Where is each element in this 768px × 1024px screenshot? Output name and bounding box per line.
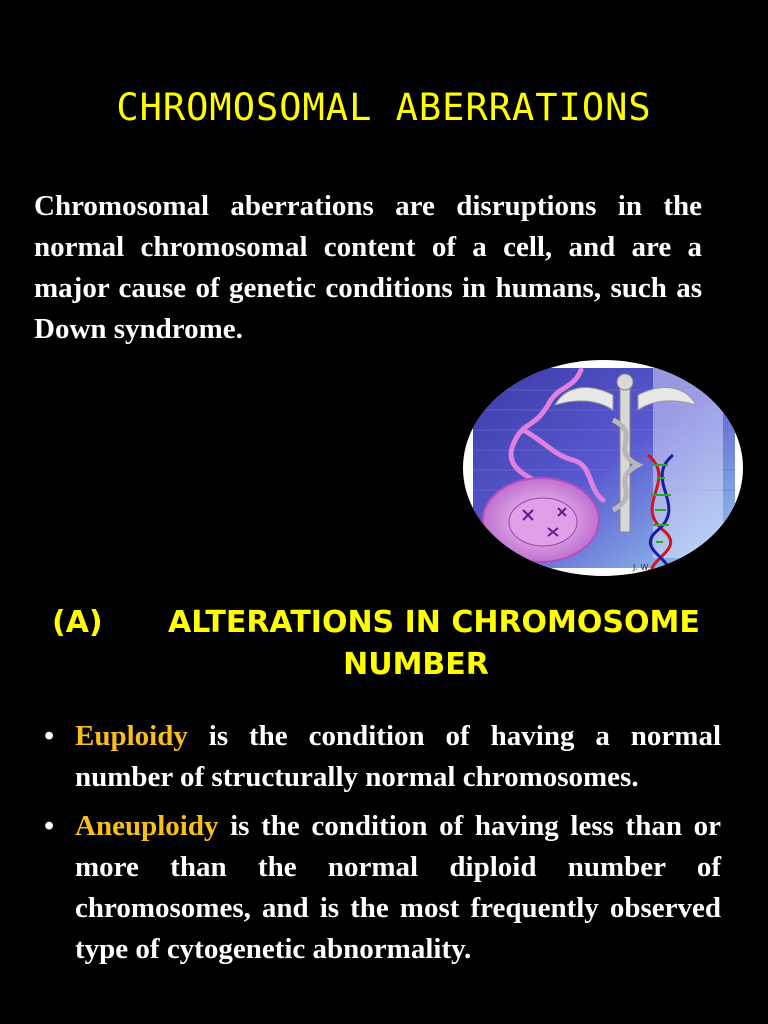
chromosome-illustration xyxy=(463,360,743,576)
intro-paragraph: Chromosomal aberrations are disruptions in the normal chromosomal content of a cell, and are a major cause of genetic conditions in humans, such as Down syndrome. xyxy=(34,190,702,345)
medical-genetics-image xyxy=(463,360,743,576)
definition-list xyxy=(44,716,721,978)
section-label: (A) xyxy=(52,605,103,640)
image-credit: J. W. xyxy=(633,563,650,572)
term-aneuploidy: Aneuploidy xyxy=(75,810,219,842)
bullet-aneuploidy xyxy=(44,806,721,970)
definition-aneuploidy: is the condition of having less than or more than the normal diploid number of chromosomes, and is the most frequently observed type of cytogenetic abnormality. xyxy=(75,810,721,965)
bullet-marker: • xyxy=(44,810,55,842)
bullet-euploidy xyxy=(44,716,721,798)
term-euploidy: Euploidy xyxy=(75,720,188,752)
definition-euploidy: is the condition of having a normal number of structurally normal chromosomes. xyxy=(75,720,721,793)
section-title-line2: NUMBER xyxy=(343,647,489,682)
section-title-line1: ALTERATIONS IN CHROMOSOME xyxy=(168,605,700,640)
bullet-marker: • xyxy=(44,720,55,752)
section-heading xyxy=(52,602,720,686)
slide-title: CHROMOSOMAL ABERRATIONS xyxy=(116,86,652,129)
